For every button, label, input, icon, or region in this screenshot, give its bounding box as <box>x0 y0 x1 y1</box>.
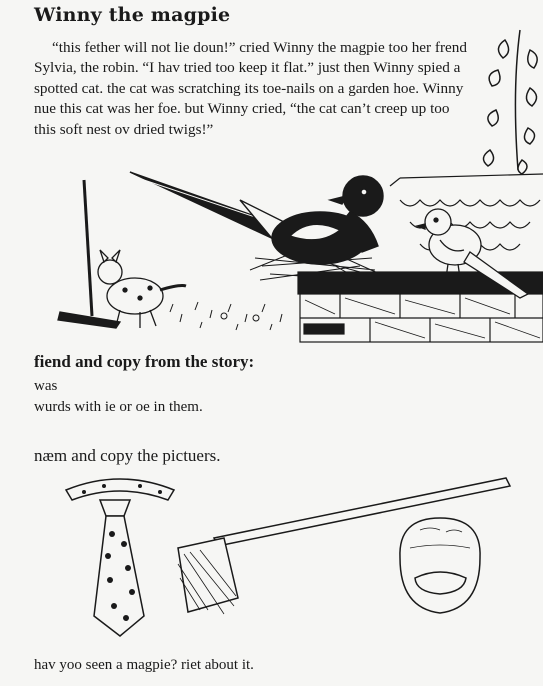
tie-drawing <box>66 479 174 636</box>
vine-drawing <box>483 30 537 174</box>
story-text: “this fether will not lie doun!” cried Winny the magpie too her frend Sylvia, the robin. “I hav tried too keep it flat.” just then Winny spied a spotted cat. the cat was scratching its toe-nails on a garden hoe. Winny nue this cat was her foe. but Winny cried, “the cat can’t creep up too this soft nest ov dried twigs!” <box>34 39 467 138</box>
exercise-find-line-1: was <box>34 378 58 394</box>
cat-drawing <box>58 180 186 328</box>
grass-drawing <box>170 302 282 330</box>
exercise-find-heading: fiend and copy from the story: <box>34 352 255 371</box>
pictures-illustration <box>0 468 543 653</box>
page-title: Winny the magpie <box>34 4 231 26</box>
exercise-name-heading: næm and copy the pictuers. <box>34 446 221 465</box>
magpie-drawing <box>130 172 383 264</box>
toe-drawing <box>400 518 480 613</box>
exercise-find-line-2: wurds with ie or oe in them. <box>34 399 203 415</box>
exercise-write-prompt: hav yoo seen a magpie? riet about it. <box>34 657 254 673</box>
